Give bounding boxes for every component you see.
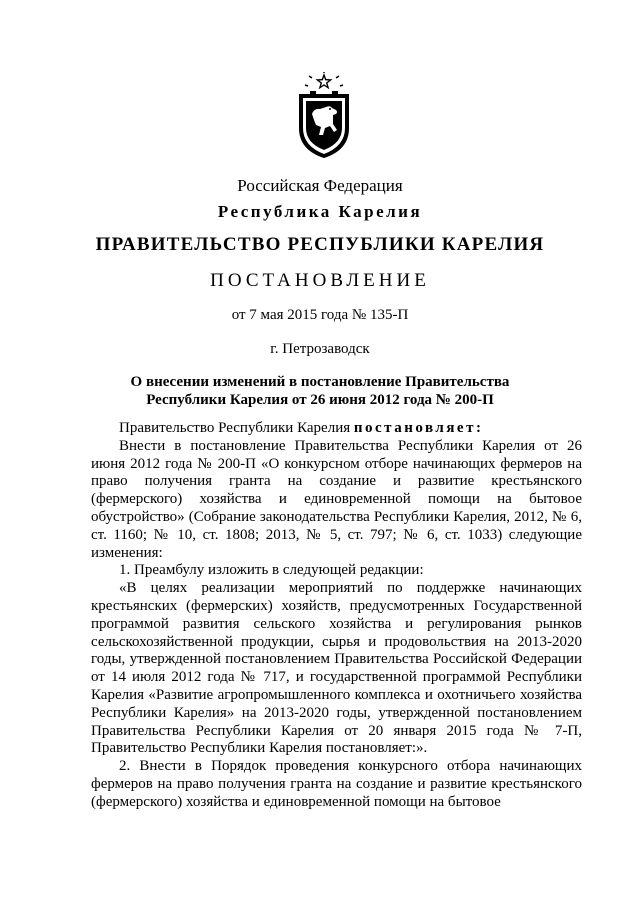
subject-line-1: О внесении изменений в постановление Правительства (130, 374, 510, 390)
paragraph-intro: Внести в постановление Правительства Республики Карелия от 26 июня 2012 года № 200-П «О конкурсном отборе начинающих фермеров на право получения гранта на создание и развитие крестьянского (фермерского) хозяйства и единовременной помощи на бытовое обустройство» (Собрание законодательства Республики Карелия, 2012, № 6, ст. 1160; № 10, ст. 1808; 2013, № 5, ст. 797; № 6, ст. 1033) следующие изменения: (91, 437, 582, 561)
document-date-number: от 7 мая 2015 года № 135-П (231, 307, 409, 323)
preamble-decides: постановляет: (353, 420, 484, 436)
government-title: ПРАВИТЕЛЬСТВО РЕСПУБЛИКИ КАРЕЛИЯ (95, 234, 545, 255)
document-type: ПОСТАНОВЛЕНИЕ (210, 270, 430, 291)
document-city: г. Петрозаводск (270, 341, 370, 357)
country-name: Российская Федерация (237, 176, 403, 195)
subject-line-2: Республики Карелия от 26 июня 2012 года № 200-П (146, 392, 494, 408)
preamble-paragraph (91, 420, 582, 438)
preamble-text: Правительство Республики Карелия (119, 420, 354, 436)
paragraph-item-2: 2. Внести в Порядок проведения конкурсного отбора начинающих фермеров на право получения гранта на создание и развитие крестьянского (фермерского) хозяйства и единовременной помощи на бытовое (91, 758, 582, 810)
document-body (91, 420, 582, 812)
karelia-coat-of-arms-icon (296, 72, 352, 160)
paragraph-quoted-preamble: «В целях реализации мероприятий по поддержке начинающих крестьянских (фермерских) хозяйств, предусмотренных Государственной программой развития сельского хозяйства и регулирования рынков сельскохозяйственной продукции, сырья и продовольствия на 2013-2020 годы, утвержденной постановлением Правительства Российской Федерации от 14 июля 2012 года № 717, и государственной программой Республики Карелия «Развитие агропромышленного комплекса и охотничьего хозяйства Республики Карелия» на 2013-2020 годы, утвержденной постановлением Правительства Республики Карелия от 20 января 2015 года № 7-П, Правительство Республики Карелия постановляет:». (91, 580, 582, 757)
republic-name: Республика Карелия (217, 202, 423, 221)
paragraph-item-1: 1. Преамбулу изложить в следующей редакции: (119, 562, 424, 579)
document-subject (0, 373, 640, 409)
